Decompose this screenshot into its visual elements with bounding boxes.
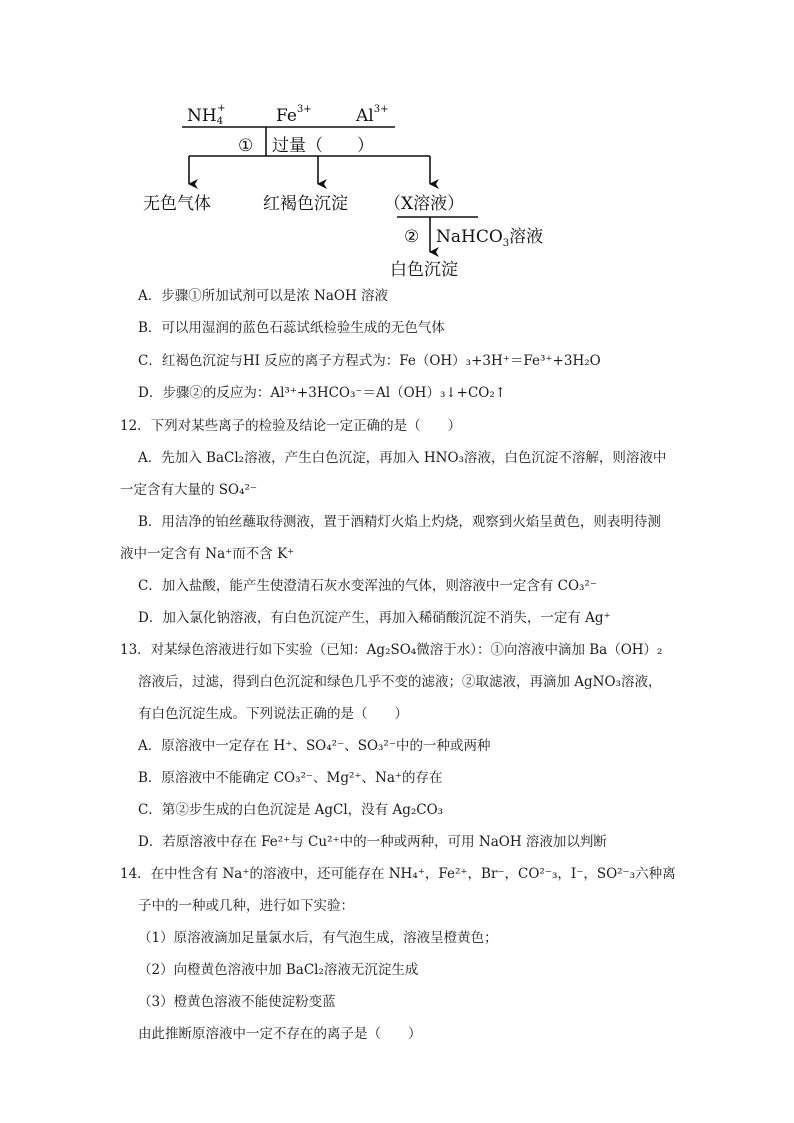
ion-fe3: $Fe^{3+}$ <box>276 104 312 126</box>
q13-option-a: A．原溶液中一定存在 H⁺、SO₄²⁻、SO₃²⁻中的一种或两种 <box>138 738 491 754</box>
step2-reagent: NaHCO$_3$溶液 <box>436 227 544 249</box>
q12-option-b-line1: B．用洁净的铂丝蘸取待测液，置于酒精灯火焰上灼烧，观察到火焰呈黄色，则表明待测 <box>138 514 661 530</box>
step1-label: 过量（ ） <box>272 136 374 156</box>
flowchart-diagram <box>0 0 794 290</box>
q12-option-c: C．加入盐酸，能产生使澄清石灰水变浑浊的气体，则溶液中一定含有 CO₃²⁻ <box>138 578 597 594</box>
q14-stem-line1: 14．在中性含有 Na⁺的溶液中，还可能存在 NH₄⁺，Fe²⁺，Br⁻，CO²⁻₃，I⁻，SO²⁻₃六种离 <box>120 866 676 882</box>
product-x-solution: （X溶液） <box>384 194 465 214</box>
q13-option-d: D．若原溶液中存在 Fe²⁺与 Cu²⁺中的一种或两种，可用 NaOH 溶液加以判断 <box>138 834 607 850</box>
step2-circle: ② <box>404 227 420 247</box>
q11-option-c: C．红褐色沉淀与HI 反应的离子方程式为：Fe（OH）₃+3H⁺＝Fe³⁺+3H₂O <box>138 353 601 369</box>
q12-option-b-line2: 液中一定含有 Na⁺而不含 K⁺ <box>120 546 295 562</box>
product-colorless-gas: 无色气体 <box>143 194 211 214</box>
q14-conclusion: 由此推断原溶液中一定不存在的离子是（ ） <box>138 1026 422 1042</box>
q12-option-d: D．加入氯化钠溶液，有白色沉淀产生，再加入稀硝酸沉淀不消失，一定有 Ag⁺ <box>138 610 611 626</box>
q12-option-a-line2: 一定含有大量的 SO₄²⁻ <box>120 482 258 498</box>
ion-al3: $Al^{3+}$ <box>356 104 389 126</box>
q13-stem-line2: 溶液后，过滤，得到白色沉淀和绿色几乎不变的滤液；②取滤液，再滴加 AgNO₃溶液， <box>138 674 662 690</box>
product-white-precipitate: 白色沉淀 <box>390 260 458 280</box>
q11-option-d: D．步骤②的反应为：Al³⁺+3HCO₃⁻＝Al（OH）₃↓+CO₂↑ <box>138 385 507 401</box>
q13-stem-line3: 有白色沉淀生成。下列说法正确的是（ ） <box>138 706 408 722</box>
q11-option-a: A．步骤①所加试剂可以是浓 NaOH 溶液 <box>138 288 389 304</box>
q13-option-c: C．第②步生成的白色沉淀是 AgCl，没有 Ag₂CO₃ <box>138 802 444 818</box>
q13-stem-line1: 13．对某绿色溶液进行如下实验（已知：Ag₂SO₄微溶于水）：①向溶液中滴加 Ba（OH）₂ <box>120 642 663 658</box>
product-red-brown-precipitate: 红褐色沉淀 <box>263 194 348 214</box>
q14-step3: （3）橙黄色溶液不能使淀粉变蓝 <box>138 994 336 1010</box>
q14-stem-line2: 子中的一种或几种，进行如下实验： <box>138 898 354 914</box>
ion-nh4: NH4+ <box>187 103 226 127</box>
q12-option-a-line1: A．先加入 BaCl₂溶液，产生白色沉淀，再加入 HNO₃溶液，白色沉淀不溶解，则溶液中 <box>138 450 667 466</box>
q11-option-b: B．可以用湿润的蓝色石蕊试纸检验生成的无色气体 <box>138 320 445 336</box>
q13-option-b: B．原溶液中不能确定 CO₃²⁻、Mg²⁺、Na⁺的存在 <box>138 770 443 786</box>
step1-circle: ① <box>238 136 254 156</box>
q14-step2: （2）向橙黄色溶液中加 BaCl₂溶液无沉淀生成 <box>138 962 419 978</box>
q14-step1: （1）原溶液滴加足量氯水后，有气泡生成，溶液呈橙黄色； <box>138 930 498 946</box>
q12-stem: 12．下列对某些离子的检验及结论一定正确的是（ ） <box>120 418 462 434</box>
